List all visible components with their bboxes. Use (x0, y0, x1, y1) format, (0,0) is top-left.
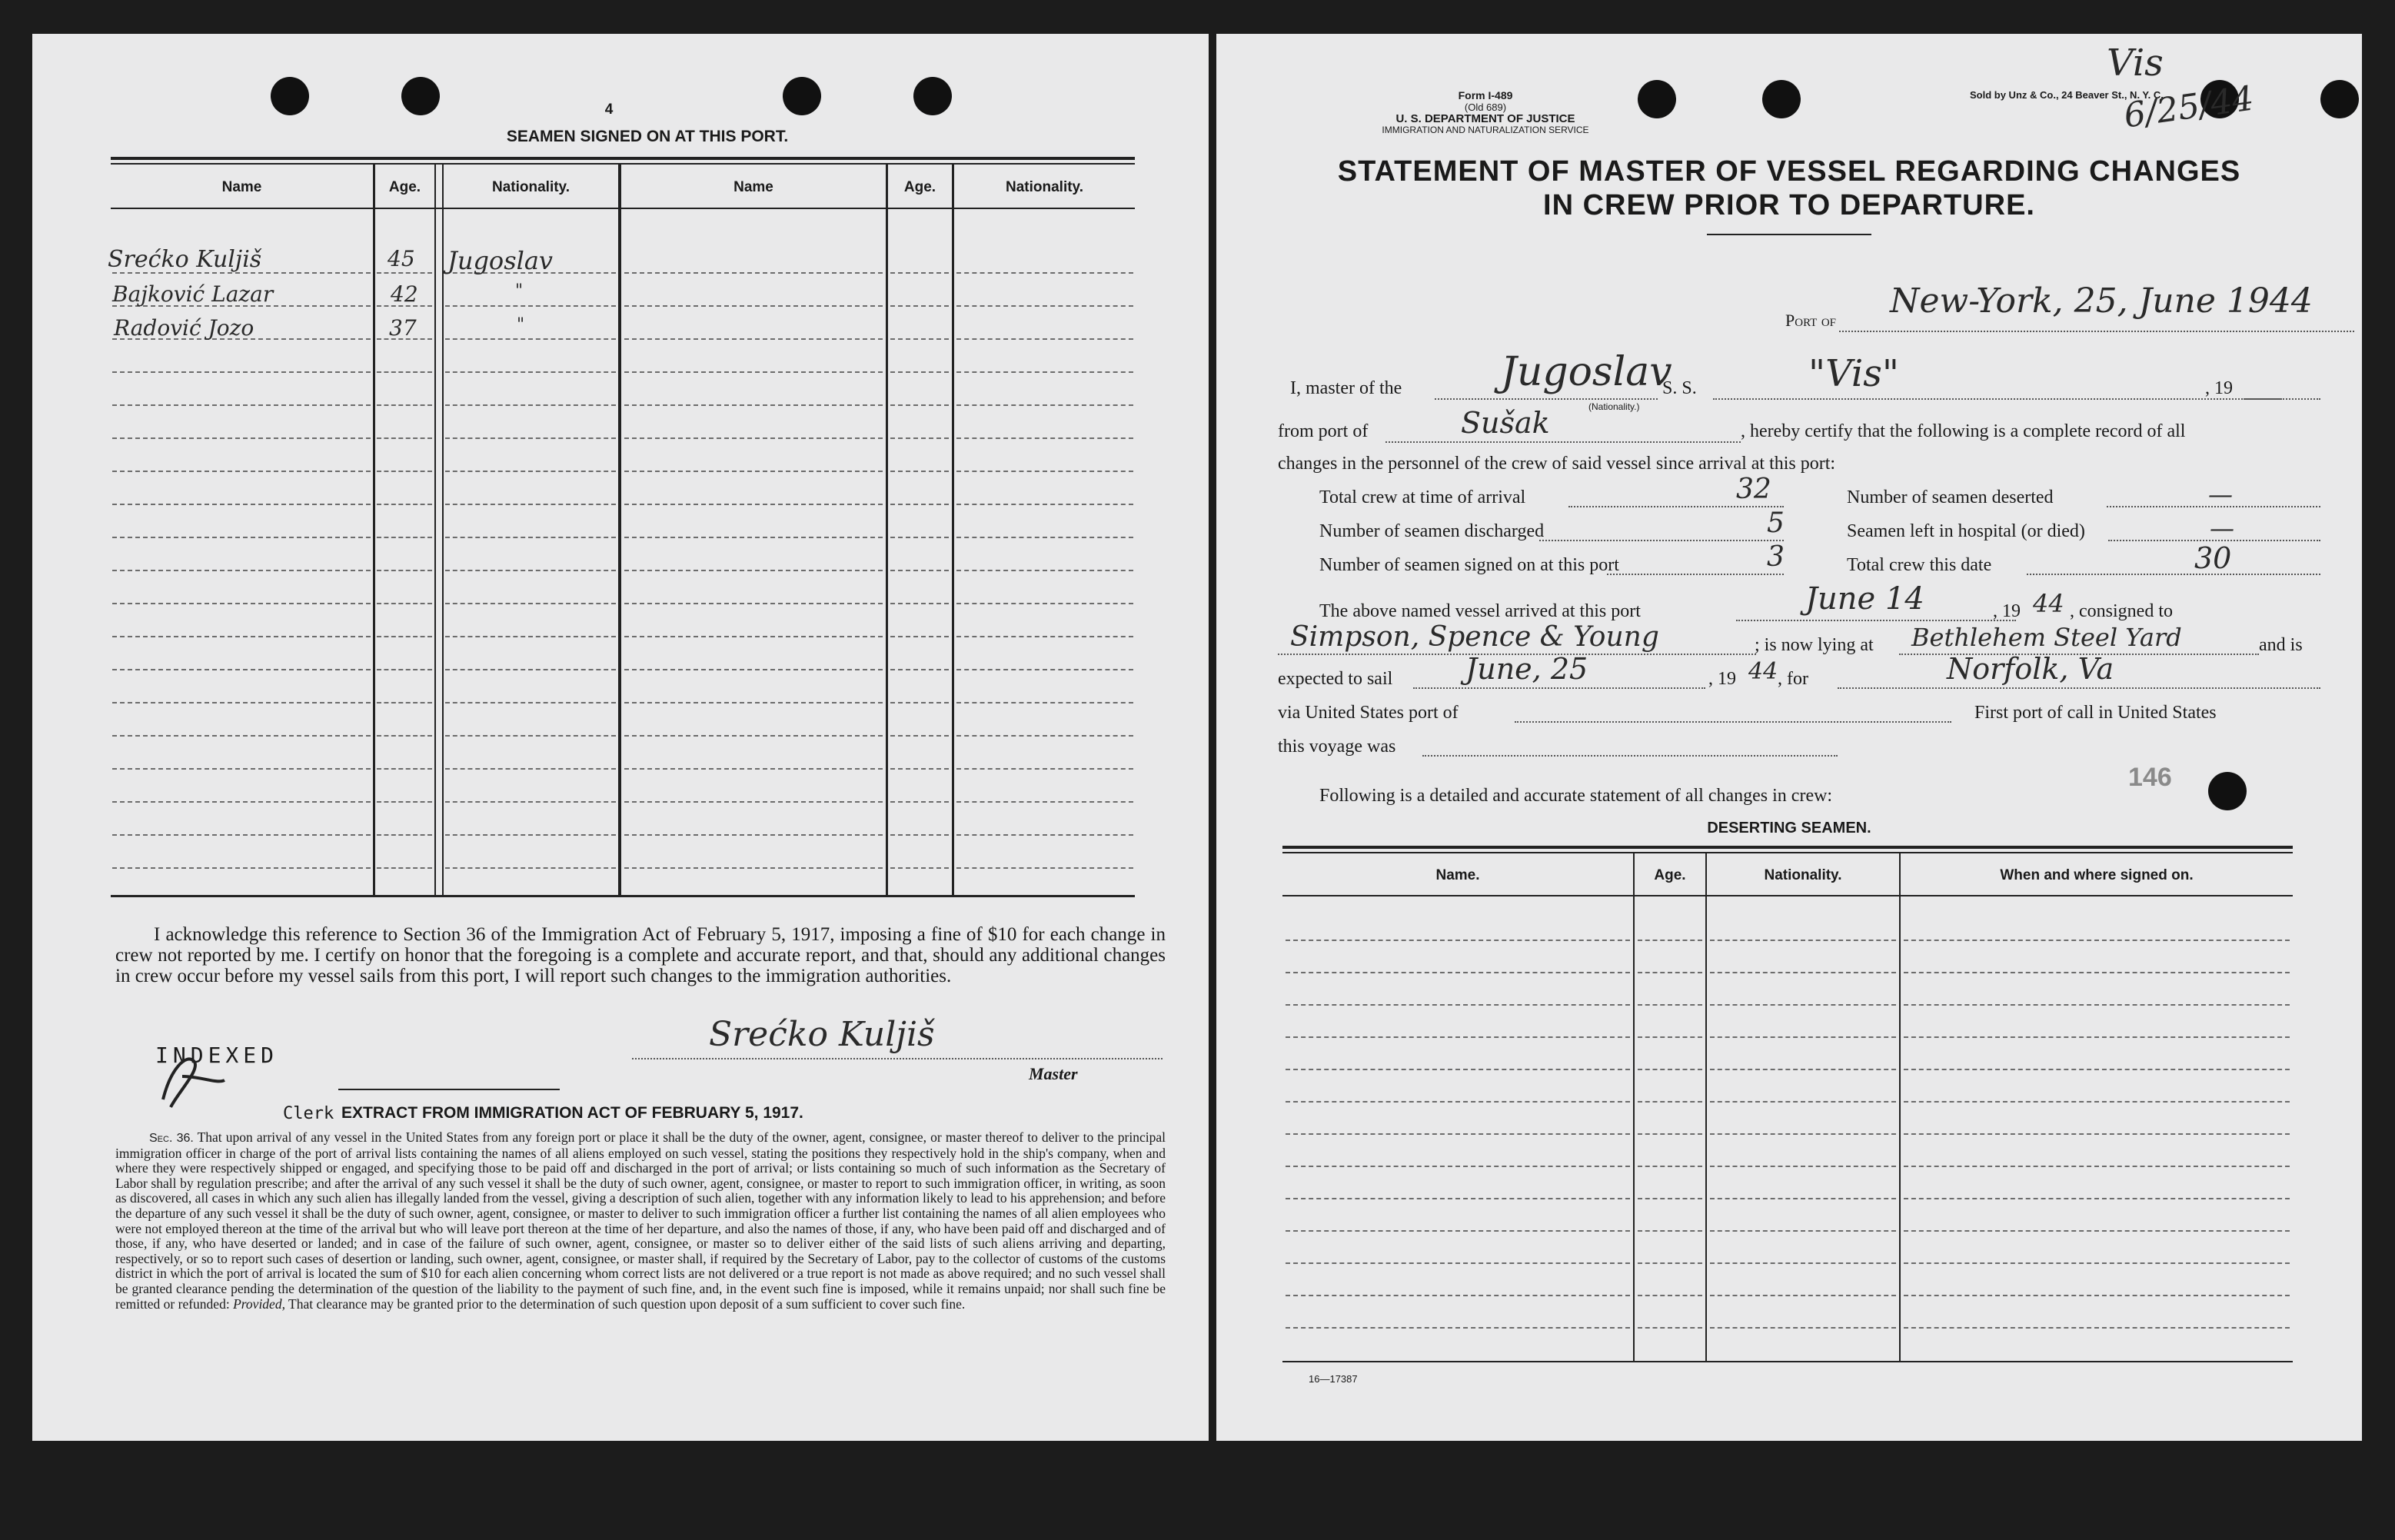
column-header-name: Name (221, 179, 262, 195)
table-row-line (1638, 1262, 1702, 1264)
column-divider (618, 165, 621, 895)
column-divider (434, 165, 436, 895)
table-row-line (956, 272, 1133, 274)
table-row-line (1904, 1327, 2290, 1329)
ship-name-line (1713, 398, 2282, 400)
table-row-line (956, 338, 1133, 340)
table-row-line (956, 437, 1133, 439)
lying-label: ; is now lying at (1755, 635, 1874, 655)
stamp-number: 146 (2128, 763, 2172, 792)
table-row-line (624, 305, 883, 307)
table-row-line (890, 305, 949, 307)
year-prefix: , 19 (2205, 378, 2233, 398)
table-row-line (1638, 972, 1702, 973)
table-row-line (445, 371, 616, 373)
footer-code: 16—17387 (1309, 1373, 1358, 1385)
for-value: Norfolk, Va (1947, 652, 2114, 686)
table-row-line (1286, 1101, 1630, 1103)
table-row-line (1710, 1004, 1896, 1006)
clerk-label: Clerk (283, 1104, 334, 1123)
signed-on-line (1607, 574, 1784, 575)
table-row-line (624, 371, 883, 373)
column-header-name: Name (733, 179, 773, 195)
table-row-line (112, 570, 371, 571)
provided-word: Provided, (233, 1296, 285, 1312)
signature-line (632, 1058, 1163, 1059)
table-row-line (1638, 1036, 1702, 1038)
table-row-line (1710, 1069, 1896, 1070)
and-is-label: and is (2259, 635, 2303, 655)
expected-year-prefix: , 19 (1708, 669, 1736, 689)
for-label: , for (1778, 669, 1808, 689)
table-row-line (890, 471, 949, 472)
table-row-line (890, 371, 949, 373)
table-row-line (624, 735, 883, 737)
column-divider (442, 165, 444, 895)
table-row-line (1904, 1133, 2290, 1135)
table-row-line (377, 669, 432, 670)
table-row-line (112, 437, 371, 439)
table-row-line (112, 735, 371, 737)
ship-name: "Vis" (1808, 352, 1899, 395)
table-row-line (1638, 1166, 1702, 1167)
form-title-line2: IN CREW PRIOR TO DEPARTURE. (1543, 189, 2035, 221)
table-row-line (377, 570, 432, 571)
lying-value: Bethlehem Steel Yard (1911, 623, 2182, 652)
deserting-bottom-rule (1282, 1361, 2293, 1362)
arrived-year-value: 44 (2033, 589, 2064, 618)
table-row-line (1638, 1327, 1702, 1329)
table-header-rule (111, 208, 1135, 209)
column-header-nationality: Nationality. (1764, 867, 1842, 883)
certify-text: , hereby certify that the following is a complete record of all (1741, 421, 2186, 441)
for-line (1838, 687, 2320, 689)
table-row-line (1286, 1166, 1630, 1167)
table-row-line (890, 437, 949, 439)
expected-line (1413, 687, 1705, 689)
port-of-label: Port of (1785, 311, 1837, 330)
column-header-when-where: When and where signed on. (2000, 867, 2194, 883)
table-row-line (377, 636, 432, 637)
table-row-line (1710, 1133, 1896, 1135)
port-of-value: New-York, 25, June 1944 (1890, 281, 2313, 321)
table-row-line (956, 801, 1133, 803)
table-cell-nationality: Jugoslav (447, 246, 553, 275)
sold-by: Sold by Unz & Co., 24 Beaver St., N. Y. C. (1970, 89, 2164, 101)
table-row-line (624, 636, 883, 637)
total-arrival-line (1568, 506, 1784, 507)
table-row-line (377, 471, 432, 472)
table-row-line (956, 834, 1133, 836)
table-row-line (112, 537, 371, 538)
arrived-value: June 14 (1805, 581, 1924, 617)
total-date-value: 30 (2194, 541, 2232, 575)
table-row-line (1286, 1327, 1630, 1329)
table-row-line (112, 801, 371, 803)
table-row-line (624, 437, 883, 439)
table-row-line (377, 735, 432, 737)
column-divider (1899, 853, 1901, 1361)
form-title-line1: STATEMENT OF MASTER OF VESSEL REGARDING CHANGES (1337, 155, 2241, 188)
left-page (32, 34, 1209, 1441)
table-row-line (890, 768, 949, 770)
table-row-line (624, 404, 883, 406)
extract-title: EXTRACT FROM IMMIGRATION ACT OF FEBRUARY 5, 1917. (341, 1104, 803, 1122)
table-row-line (1638, 1133, 1702, 1135)
table-row-line (956, 504, 1133, 505)
table-row-line (112, 702, 371, 703)
discharged-value: 5 (1767, 507, 1785, 539)
section-body: That upon arrival of any vessel in the United States from any foreign port or place it shall be the duty of the owner, agent, consignee, or master thereof to deliver to the principal immigration officer in charge of the port of arrival lists containing the names of all aliens employed on such vessel, stating the positions they respectively hold in the ship's company, when and where they were respectively shipped or engaged, and specifying those to be paid off and discharged in the port of arrival; or lists containing so much of such information as the Secretary of Labor shall by regulation prescribe; and after the arrival of any such vessel it shall be the duty of such owner, agent, consignee, or master to report to such immigration officer, in writing, as soon as discovered, all cases in which any such alien has illegally landed from the vessel, giving a description of such alien, together with any information likely to lead to his apprehension; and before the departure of any such vessel it shall be the duty of such owner, agent, consignee, or master to deliver to such immigration officer a further list containing the names of all alien employees who were not employed thereon at the time of the arrival but who will leave port thereon at the time of her departure, and also the names of those, if any, who have been paid off and discharged and of those, if any, who have deserted or landed; and in case of the failure of such owner, agent, consignee, or master so to deliver either of the said lists of such aliens arriving and departing, respectively, or so to report such cases of desertion or landing, such owner, agent, consignee, or master shall, if required by the Secretary of Labor, pay to the collector of customs of the customs district in which the port of arrival is located the sum of $10 for each alien concerning whom correct lists are not delivered or a true report is not made as above required; and no such vessel shall be granted clearance pending the determination of the question of the liability to the payment of such fine, and, in the event such fine is imposed, while it remains unpaid; nor shall such fine be remitted or refunded: (115, 1129, 1166, 1312)
table-row-line (445, 570, 616, 571)
clerk-line (338, 1089, 560, 1090)
master-signature: Srećko Kuljiš (709, 1015, 935, 1054)
table-cell-name: Radović Jozo (114, 315, 254, 341)
table-row-line (1710, 1101, 1896, 1103)
table-row-line (624, 603, 883, 604)
table-row-line (445, 834, 616, 836)
table-row-line (377, 603, 432, 604)
table-row-line (377, 371, 432, 373)
table-row-line (890, 537, 949, 538)
first-port-label: First port of call in United States (1974, 703, 2217, 723)
table-row-line (956, 867, 1133, 869)
table-cell-name: Srećko Kuljiš (108, 246, 262, 273)
ss-label: S. S. (1662, 378, 1697, 398)
table-row-line (112, 636, 371, 637)
table-row-line (445, 504, 616, 505)
column-header-nationality: Nationality. (1006, 179, 1083, 195)
table-row-line (112, 867, 371, 869)
following-text: Following is a detailed and accurate statement of all changes in crew: (1319, 786, 1833, 806)
table-row-line (1710, 1295, 1896, 1296)
table-row-line (1710, 1036, 1896, 1038)
port-of-line (1839, 331, 2354, 332)
table-row-line (1710, 1166, 1896, 1167)
table-bottom-rule (111, 895, 1135, 897)
table-row-line (112, 371, 371, 373)
arrived-line (1736, 620, 2016, 621)
hospital-value: — (2210, 514, 2234, 543)
expected-label: expected to sail (1278, 669, 1393, 689)
table-row-line (1710, 1327, 1896, 1329)
table-row-line (377, 834, 432, 836)
table-cell-age: 37 (389, 315, 417, 341)
table-row-line (1904, 1166, 2290, 1167)
table-row-line (890, 570, 949, 571)
page-number: 4 (604, 101, 614, 118)
table-row-line (956, 305, 1133, 307)
table-row-line (890, 702, 949, 703)
nationality-value: Jugoslav (1501, 349, 1672, 395)
table-row-line (890, 404, 949, 406)
table-row-line (624, 537, 883, 538)
deserting-title: DESERTING SEAMEN. (1707, 820, 1871, 837)
table-row-line (377, 702, 432, 703)
table-row-line (1904, 1230, 2290, 1232)
table-row-line (377, 768, 432, 770)
table-cell-nationality: " (515, 281, 524, 301)
nationality-line (1435, 398, 1658, 400)
column-divider (1633, 853, 1635, 1361)
year-line (2244, 398, 2320, 400)
master-label: Master (1029, 1064, 1078, 1083)
punch-hole (271, 77, 309, 115)
table-row-line (1638, 1198, 1702, 1199)
table-top-rule (111, 157, 1135, 160)
section-label: Sec. 36. (149, 1132, 194, 1145)
table-row-line (956, 702, 1133, 703)
table-row-line (956, 603, 1133, 604)
table-row-line (1638, 1230, 1702, 1232)
changes-text: changes in the personnel of the crew of said vessel since arrival at this port: (1278, 454, 1836, 474)
table-row-line (445, 537, 616, 538)
table-row-line (890, 504, 949, 505)
table-row-line (1904, 1036, 2290, 1038)
table-row-line (1638, 1069, 1702, 1070)
table-row-line (1904, 1262, 2290, 1264)
table-row-line (956, 768, 1133, 770)
table-row-line (624, 669, 883, 670)
discharged-label: Number of seamen discharged (1319, 521, 1545, 541)
department: U. S. DEPARTMENT OF JUSTICE (1395, 112, 1575, 125)
table-row-line (624, 834, 883, 836)
table-top-rule (111, 163, 1135, 165)
section-title: SEAMEN SIGNED ON AT THIS PORT. (506, 128, 789, 145)
hospital-label: Seamen left in hospital (or died) (1847, 521, 2085, 541)
punch-hole (1762, 80, 1801, 118)
table-row-line (956, 636, 1133, 637)
master-of-label: I, master of the (1290, 378, 1402, 398)
table-row-line (890, 603, 949, 604)
table-row-line (112, 504, 371, 505)
section-36-text (115, 1130, 1166, 1312)
table-row-line (445, 471, 616, 472)
signed-on-label: Number of seamen signed on at this port (1319, 555, 1619, 575)
via-line (1515, 721, 1951, 723)
arrived-year-prefix: , 19 (1993, 601, 2021, 621)
column-header-age: Age. (903, 179, 936, 195)
table-row-line (624, 570, 883, 571)
column-header-age: Age. (388, 179, 421, 195)
deserted-label: Number of seamen deserted (1847, 487, 2054, 507)
via-label: via United States port of (1278, 703, 1459, 723)
total-arrival-label: Total crew at time of arrival (1319, 487, 1526, 507)
table-row-line (377, 801, 432, 803)
right-page (1216, 34, 2362, 1441)
total-arrival-value: 32 (1736, 474, 1771, 505)
table-cell-age: 42 (391, 281, 418, 307)
table-row-line (445, 669, 616, 670)
table-row-line (1286, 1036, 1630, 1038)
table-row-line (1286, 1230, 1630, 1232)
table-row-line (445, 735, 616, 737)
from-port-line (1385, 441, 1741, 443)
table-row-line (1286, 940, 1630, 941)
table-row-line (624, 768, 883, 770)
total-date-label: Total crew this date (1847, 555, 1992, 575)
table-row-line (445, 305, 616, 307)
table-row-line (1710, 1262, 1896, 1264)
table-row-line (956, 537, 1133, 538)
table-row-line (445, 338, 616, 340)
table-row-line (1710, 1230, 1896, 1232)
table-row-line (624, 801, 883, 803)
consigned-label: , consigned to (2070, 601, 2173, 621)
arrived-label: The above named vessel arrived at this port (1319, 601, 1641, 621)
table-row-line (624, 867, 883, 869)
table-row-line (1904, 972, 2290, 973)
table-row-line (445, 603, 616, 604)
table-row-line (445, 867, 616, 869)
title-underline (1707, 234, 1871, 235)
column-divider (952, 165, 954, 895)
table-row-line (377, 537, 432, 538)
table-row-line (377, 404, 432, 406)
corner-note: Vis (2107, 42, 2164, 85)
table-row-line (956, 735, 1133, 737)
table-row-line (890, 669, 949, 670)
table-row-line (890, 272, 949, 274)
corner-date: 6/25/44 (2121, 78, 2257, 136)
signed-on-value: 3 (1767, 541, 1785, 573)
table-row-line (1638, 1101, 1702, 1103)
service: IMMIGRATION AND NATURALIZATION SERVICE (1382, 125, 1589, 135)
table-row-line (112, 834, 371, 836)
table-row-line (445, 636, 616, 637)
table-row-line (1710, 972, 1896, 973)
deserting-header-rule (1282, 895, 2293, 896)
table-row-line (1286, 1069, 1630, 1070)
table-row-line (1638, 1004, 1702, 1006)
table-row-line (1710, 1198, 1896, 1199)
table-row-line (1904, 1004, 2290, 1006)
table-row-line (956, 570, 1133, 571)
table-row-line (624, 272, 883, 274)
expected-year-value: 44 (1748, 658, 1778, 685)
table-row-line (624, 702, 883, 703)
expected-value: June, 25 (1465, 652, 1588, 686)
column-divider (373, 165, 375, 895)
punch-hole (2208, 772, 2247, 810)
deserting-top-rule (1282, 852, 2293, 853)
table-row-line (1286, 1295, 1630, 1296)
voyage-label: this voyage was (1278, 737, 1396, 757)
table-row-line (1638, 1295, 1702, 1296)
punch-hole (913, 77, 952, 115)
from-port-value: Sušak (1461, 406, 1550, 440)
table-row-line (956, 371, 1133, 373)
table-row-line (112, 603, 371, 604)
form-number: Form I-489 (1458, 89, 1513, 101)
table-row-line (377, 272, 432, 274)
table-row-line (445, 801, 616, 803)
table-row-line (445, 702, 616, 703)
table-row-line (112, 768, 371, 770)
discharged-line (1539, 540, 1784, 541)
punch-hole (2320, 80, 2359, 118)
table-row-line (890, 801, 949, 803)
table-row-line (624, 471, 883, 472)
deserted-value: — (2208, 480, 2233, 509)
table-cell-nationality: " (517, 315, 525, 334)
column-divider (1705, 853, 1707, 1361)
table-row-line (1286, 1004, 1630, 1006)
table-row-line (890, 834, 949, 836)
total-date-line (2027, 574, 2320, 575)
table-row-line (445, 404, 616, 406)
table-row-line (1904, 1295, 2290, 1296)
consignee-value: Simpson, Spence & Young (1290, 621, 1659, 653)
column-divider (886, 165, 888, 895)
acknowledgement-text: I acknowledge this reference to Section 36 of the Immigration Act of February 5, 1917, imposing a fine of $10 for each change in crew not reported by me. I certify on honor that the foregoing is a complete and accurate report, and that, should any additional changes in crew occur before my vessel sails from this port, I will report such changes to the immigration authorities. (115, 924, 1166, 986)
clerk-initials-mark (148, 1046, 232, 1115)
table-row-line (1286, 1198, 1630, 1199)
column-header-name: Name. (1435, 867, 1480, 883)
table-row-line (112, 669, 371, 670)
table-row-line (377, 867, 432, 869)
table-row-line (890, 867, 949, 869)
table-row-line (112, 471, 371, 472)
from-port-label: from port of (1278, 421, 1369, 441)
table-row-line (1904, 940, 2290, 941)
punch-hole (783, 77, 821, 115)
table-row-line (956, 471, 1133, 472)
column-header-age: Age. (1654, 867, 1686, 883)
indexed-stamp: INDEXED (155, 1043, 279, 1068)
table-row-line (1638, 940, 1702, 941)
section-tail: That clearance may be granted prior to the determination of such question upon deposit of a sum sufficient to cover such fine. (288, 1296, 966, 1312)
table-row-line (1286, 1262, 1630, 1264)
table-row-line (890, 735, 949, 737)
table-row-line (1904, 1069, 2290, 1070)
table-row-line (624, 504, 883, 505)
table-cell-name: Bajković Lazar (112, 281, 274, 307)
table-row-line (624, 338, 883, 340)
table-row-line (956, 404, 1133, 406)
table-row-line (1710, 940, 1896, 941)
table-cell-age: 45 (388, 246, 415, 271)
table-row-line (1286, 1133, 1630, 1135)
voyage-line (1422, 755, 1838, 757)
table-row-line (377, 437, 432, 439)
table-row-line (1286, 972, 1630, 973)
table-row-line (445, 768, 616, 770)
table-row-line (377, 504, 432, 505)
table-row-line (1904, 1198, 2290, 1199)
table-row-line (890, 338, 949, 340)
column-header-nationality: Nationality. (492, 179, 570, 195)
form-old-number: (Old 689) (1464, 101, 1507, 113)
table-row-line (956, 669, 1133, 670)
table-row-line (890, 636, 949, 637)
deserting-top-rule (1282, 846, 2293, 849)
table-row-line (1904, 1101, 2290, 1103)
table-row-line (112, 404, 371, 406)
punch-hole (401, 77, 440, 115)
table-row-line (445, 437, 616, 439)
nationality-caption: (Nationality.) (1588, 401, 1640, 412)
